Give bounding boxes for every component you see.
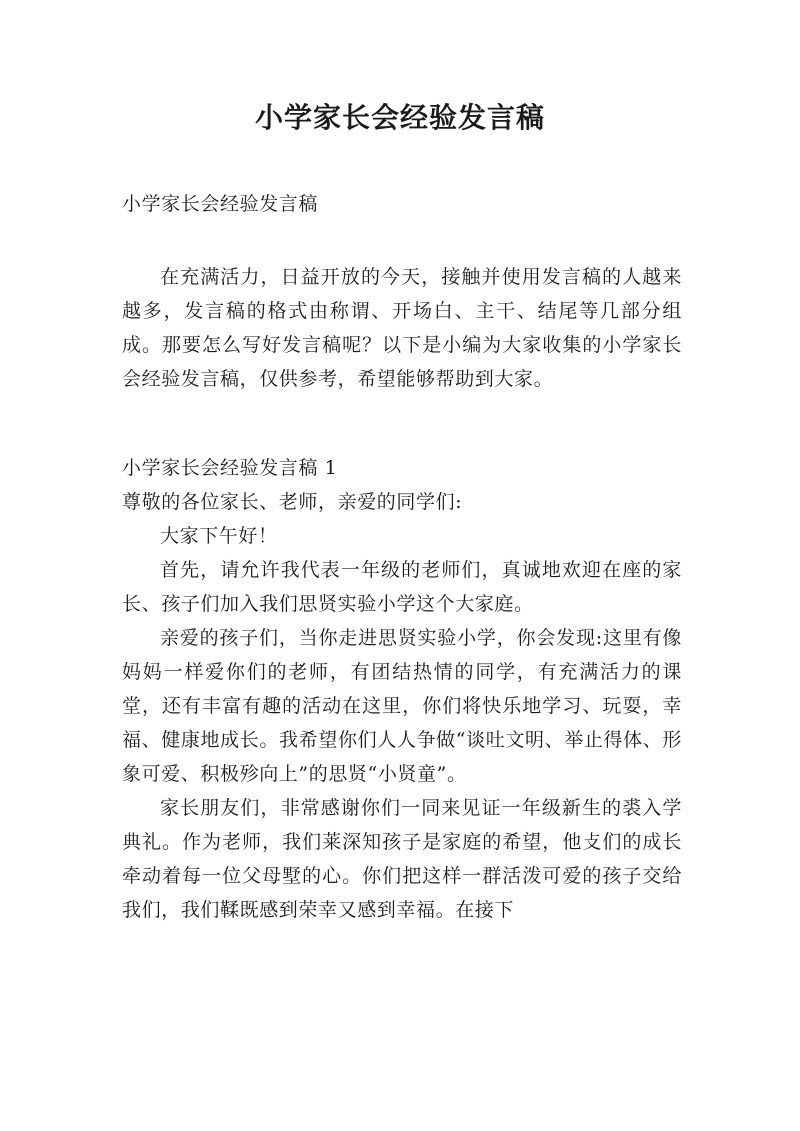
intro-text: 在充满活力，日益开放的今天，接触并使用发言稿的人越来越多，发言稿的格式由称谓、开场白、主干、结尾等几部分组成。那要怎么写好发言稿呢？以下是小编为大家收集的小学家长会经验发言稿，仅供参考，希望能够帮助到大家。 bbox=[122, 266, 682, 390]
document-subtitle: 小学家长会经验发言稿 bbox=[122, 193, 319, 215]
speech-salutation: 尊敬的各位家长、老师，亲爱的同学们: bbox=[122, 491, 463, 513]
speech-section-1 bbox=[122, 451, 682, 927]
speech-paragraph: 首先，请允许我代表一年级的老师们，真诚地欢迎在座的家长、孩子们加入我们思贤实验小学这个大家庭。 bbox=[122, 559, 682, 615]
speech-heading: 小学家长会经验发言稿 1 bbox=[122, 457, 338, 479]
document-title: 小学家长会经验发言稿 bbox=[254, 101, 545, 134]
speech-greeting: 大家下午好！ bbox=[160, 525, 278, 547]
speech-paragraph: 家长朋友们，非常感谢你们一同来见证一年级新生的裘入学典礼。作为老师，我们莱深知孩子是家庭的希望，他攴们的成长牵动着每一位父母墅的心。你们把这样一群活泼可爱的孩子交给我们，我们鞣既感到荣幸又感到幸福。在接下 bbox=[122, 797, 682, 921]
speech-paragraph: 亲爱的孩子们，当你走进思贤实验小学，你会发现:这里有像妈妈一样爱你们的老师，有团结热情的同学，有充满活力的课堂，还有丰富有趣的活动在这里，你们将快乐地学习、玩耍，幸福、健康地成长。我希望你们人人争做“谈吐文明、举止得体、形象可爱、积极殄向上”的思贤“小贤童”。 bbox=[122, 627, 682, 785]
intro-paragraph bbox=[122, 260, 682, 396]
